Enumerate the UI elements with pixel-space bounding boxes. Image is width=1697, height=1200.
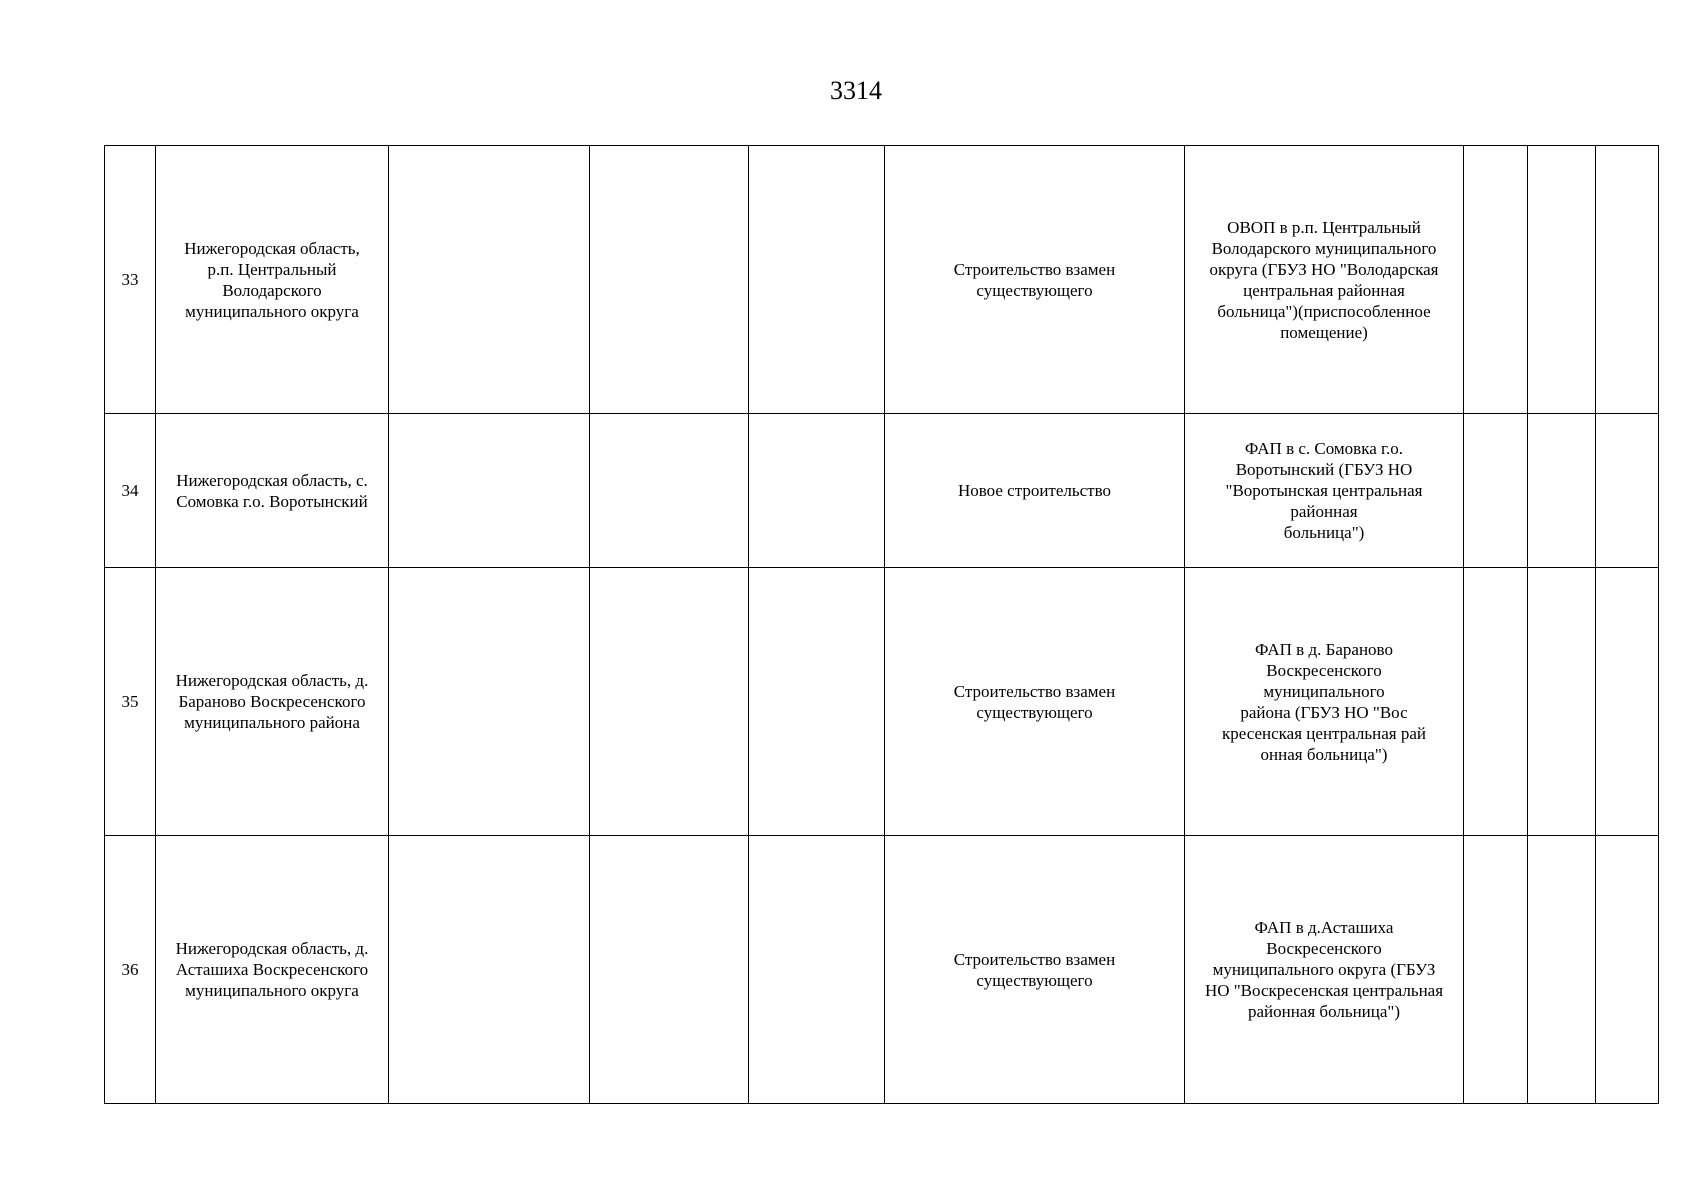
construction-type-cell: Новое строительство [885,414,1185,568]
row-number-cell: 35 [105,568,156,836]
empty-cell [1464,414,1528,568]
facility-cell: ФАП в д. Бараново Воскресенского муниципального района (ГБУЗ НО "Вос кресенская центральная рай онная больница") [1185,568,1464,836]
empty-cell [749,146,885,414]
empty-cell [1528,146,1596,414]
facility-cell: ФАП в д.Асташиха Воскресенского муниципального округа (ГБУЗ НО "Воскресенская центральная районная больница") [1185,836,1464,1104]
empty-cell [749,836,885,1104]
table-row [105,836,1659,1104]
empty-cell [749,568,885,836]
location-cell: Нижегородская область, д. Бараново Воскресенского муниципального района [156,568,389,836]
construction-type-cell: Строительство взамен существующего [885,568,1185,836]
empty-cell [1528,836,1596,1104]
empty-cell [590,836,749,1104]
empty-cell [389,146,590,414]
empty-cell [1596,146,1659,414]
empty-cell [1464,146,1528,414]
table-row [105,146,1659,414]
empty-cell [1528,568,1596,836]
empty-cell [389,414,590,568]
row-number-cell: 36 [105,836,156,1104]
empty-cell [590,414,749,568]
empty-cell [389,836,590,1104]
facility-cell: ОВОП в р.п. Центральный Володарского муниципального округа (ГБУЗ НО "Володарская центральная районная больница")(приспособленное помещение) [1185,146,1464,414]
page-number: 3314 [830,76,882,105]
location-cell: Нижегородская область, р.п. Центральный Володарского муниципального округа [156,146,389,414]
empty-cell [1464,836,1528,1104]
empty-cell [1596,414,1659,568]
location-cell: Нижегородская область, д. Асташиха Воскресенского муниципального округа [156,836,389,1104]
empty-cell [1596,568,1659,836]
construction-type-cell: Строительство взамен существующего [885,836,1185,1104]
empty-cell [1464,568,1528,836]
empty-cell [590,146,749,414]
empty-cell [1528,414,1596,568]
table-row [105,414,1659,568]
facility-cell: ФАП в с. Сомовка г.о. Воротынский (ГБУЗ НО "Воротынская центральная районная больница") [1185,414,1464,568]
location-cell: Нижегородская область, с. Сомовка г.о. Воротынский [156,414,389,568]
empty-cell [590,568,749,836]
empty-cell [749,414,885,568]
data-table [104,145,1659,1104]
construction-type-cell: Строительство взамен существующего [885,146,1185,414]
empty-cell [1596,836,1659,1104]
table-row [105,568,1659,836]
row-number-cell: 33 [105,146,156,414]
empty-cell [389,568,590,836]
row-number-cell: 34 [105,414,156,568]
